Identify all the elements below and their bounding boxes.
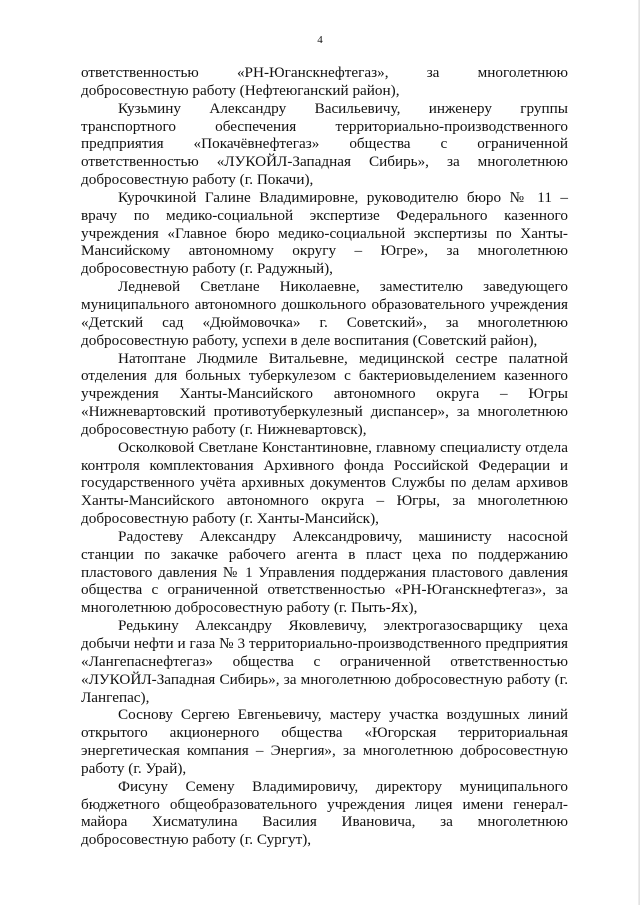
paragraph-redkin: Редькину Александру Яковлевичу, электрогазосварщику цеха добычи нефти и газа № 3 территориально-производственного предприятия «Лангепаснефтегаз» общества с ограниченной ответственностью «ЛУКОЙЛ-Западная Сибирь», за многолетнюю добросовестную работу (г. Лангепас),	[81, 617, 568, 706]
paragraph-ledneva: Ледневой Светлане Николаевне, заместителю заведующего муниципального автономного дошкольного образовательного учреждения «Детский сад «Дюймовочка» г. Советский», за многолетнюю добросовестную работу, успехи в деле воспитания (Советский район),	[81, 278, 568, 349]
paragraph-radostev: Радостеву Александру Александровичу, машинисту насосной станции по закачке рабочего агента в пласт цеха по поддержанию пластового давления № 1 Управления поддержания пластового давления общества с ограниченной ответственностью «РН-Юганскнефтегаз», за многолетнюю добросовестную работу (г. Пыть-Ях),	[81, 527, 568, 617]
document-body	[81, 64, 568, 849]
page-number: 4	[317, 34, 323, 46]
paragraph-sosnov: Соснову Сергею Евгеньевичу, мастеру участка воздушных линий открытого акционерного общества «Югорская территориальная энергетическая компания – Энергия», за многолетнюю добросовестную работу (г. Урай),	[81, 706, 568, 777]
paragraph-kuzmin: Кузьмину Александру Васильевичу, инженеру группы транспортного обеспечения территориально-производственного предприятия «Покачёвнефтегаз» общества с ограниченной ответственностью «ЛУКОЙЛ-Западная Сибирь», за многолетнюю добросовестную работу (г. Покачи),	[81, 99, 568, 189]
paragraph-continuation: ответственностью «РН-Юганскнефтегаз», за многолетнюю добросовестную работу (Нефтеюганский район),	[81, 64, 568, 99]
paragraph-kurochkina: Курочкиной Галине Владимировне, руководителю бюро № 11 – врачу по медико-социальной экспертизе Федерального казенного учреждения «Главное бюро медико-социальной экспертизы по Ханты-Мансийскому автономному округу – Югре», за многолетнюю добросовестную работу (г. Радужный),	[81, 188, 568, 278]
paragraph-oskolkova: Осколковой Светлане Константиновне, главному специалисту отдела контроля комплектования Архивного фонда Российской Федерации и государственного учёта архивных документов Службы по делам архивов Ханты-Мансийского автономного округа – Югры, за многолетнюю добросовестную работу (г. Ханты-Мансийск),	[81, 438, 568, 528]
paragraph-natoptana: Натоптане Людмиле Витальевне, медицинской сестре палатной отделения для больных туберкулезом с бактериовыделением казенного учреждения Ханты-Мансийского автономного округа – Югры «Нижневартовский противотуберкулезный диспансер», за многолетнюю добросовестную работу (г. Нижневартовск),	[81, 349, 568, 438]
paragraph-fisun: Фисуну Семену Владимировичу, директору муниципального бюджетного общеобразовательного учреждения лицея имени генерал-майора Хисматулина Василия Ивановича, за многолетнюю добросовестную работу (г. Сургут),	[81, 777, 568, 849]
